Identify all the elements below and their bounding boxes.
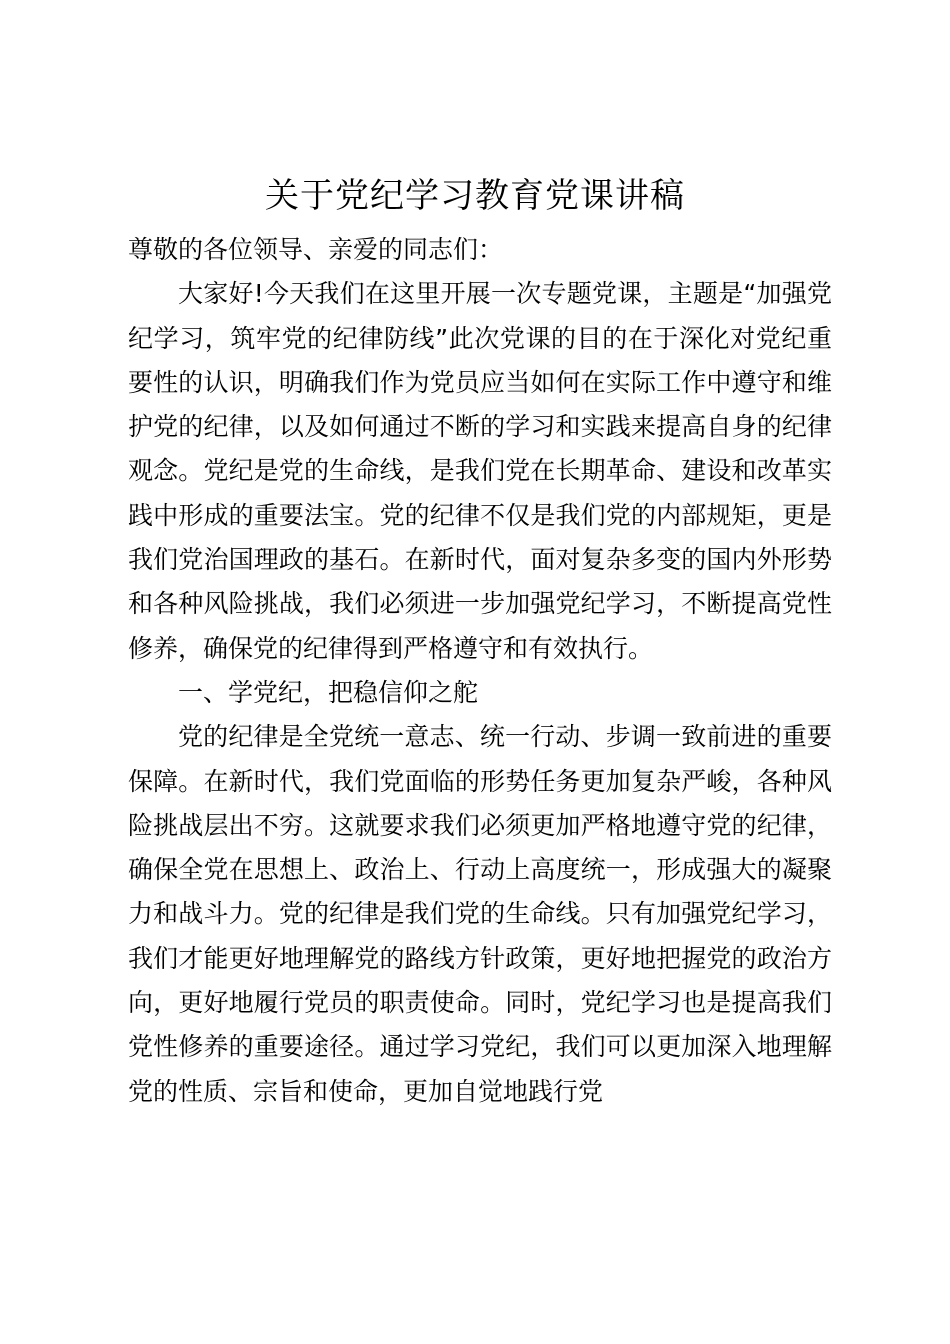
salutation: 尊敬的各位领导、亲爱的同志们： xyxy=(128,235,504,264)
paragraph-section-one: 党的纪律是全党统一意志、统一行动、步调一致前进的重要保障。在新时代，我们党面临的形势任务更加复杂严峻，各种风险挑战层出不穷。这就要求我们必须更加严格地遵守党的纪律，确保全党在思想上、政治上、行动上高度统一，形成强大的凝聚力和战斗力。党的纪律是我们党的生命线。只有加强党纪学习，我们才能更好地理解党的路线方针政策，更好地把握党的政治方向，更好地履行党员的职责使命。同时，党纪学习也是提高我们党性修养的重要途径。通过学习党纪，我们可以更加深入地理解党的性质、宗旨和使命，更加自觉地践行党 xyxy=(128,722,832,1106)
section-heading: 一、学党纪，把稳信仰之舵 xyxy=(178,677,479,707)
document-title: 关于党纪学习教育党课讲稿 xyxy=(265,176,685,216)
document-body xyxy=(128,228,832,1114)
paragraph-intro: 大家好!今天我们在这里开展一次专题党课，主题是“加强党纪学习，筑牢党的纪律防线”此次党课的目的在于深化对党纪重要性的认识，明确我们作为党员应当如何在实际工作中遵守和维护党的纪律，以及如何通过不断的学习和实践来提高自身的纪律观念。党纪是党的生命线，是我们党在长期革命、建设和改革实践中形成的重要法宝。党的纪律不仅是我们党的内部规矩，更是我们党治国理政的基石。在新时代，面对复杂多变的国内外形势和各种风险挑战，我们必须进一步加强党纪学习，不断提高党性修养，确保党的纪律得到严格遵守和有效执行。 xyxy=(128,279,832,663)
